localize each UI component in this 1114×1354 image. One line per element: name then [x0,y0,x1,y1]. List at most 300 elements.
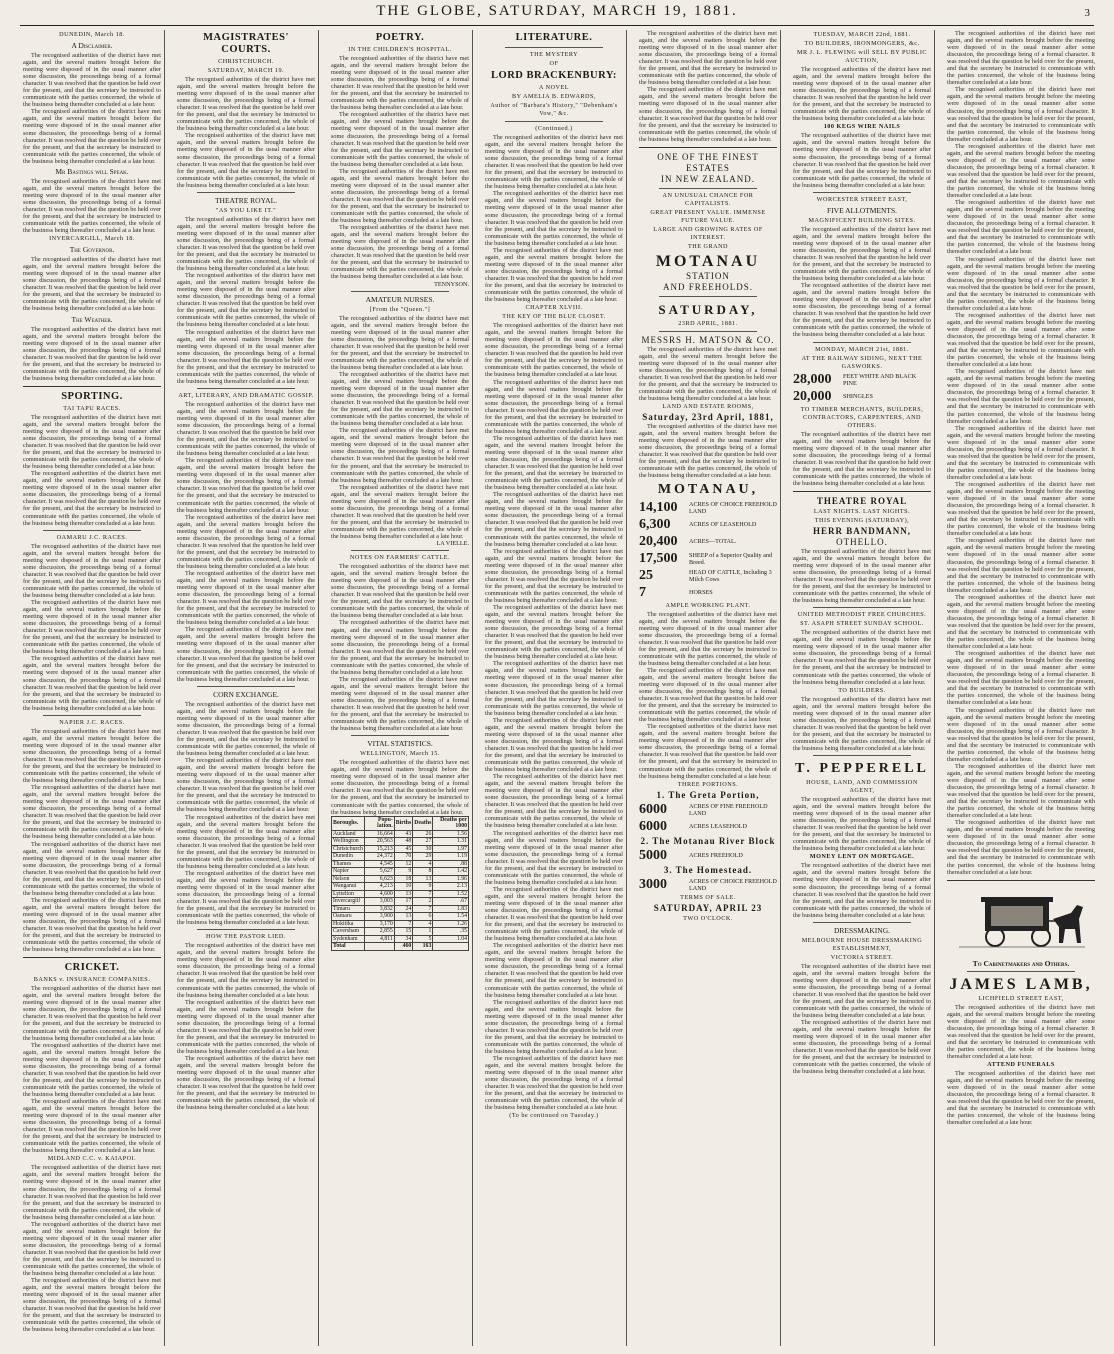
notice-text: The recognised authorities of the district have met again, and the several matters brought before the meeting were disposed of in the usual manner after some discussion, the proceedings being of a formal character. It was resolved that the question be held over for the present, and that the secretary be instructed to communicate with the parties concerned, the whole of the business being thereafter concluded at a late hour. [947,311,1095,369]
newspaper-title: THE GLOBE, SATURDAY, MARCH 19, 1881. [376,3,738,19]
attend-funerals: ATTEND FUNERALS [987,1061,1055,1068]
sunday-school: ST. ASAPH STREET SUNDAY SCHOOL. [800,620,924,628]
theatre-royal: THEATRE ROYAL [816,495,908,506]
stock-number: 25 [639,567,653,583]
novel-text: The recognised authorities of the district have met again, and the several matters brought before the meeting were disposed of in the usual manner after some discussion, the proceedings being of a formal character. It was resolved that the question be held over for the present, and that the secretary be instructed to communicate with the parties concerned, the whole of the business being thereafter concluded at a late hour. [485,491,623,548]
lamb-address: LICHFIELD STREET EAST, [978,994,1064,1002]
table-cell: 2,855 [364,928,394,936]
cricket-report: The recognised authorities of the district have met again, and the several matters brought before the meeting were disposed of in the usual manner after some discussion, the proceedings being of a formal character. It was resolved that the question be held over for the present, and that the secretary be instructed to communicate with the parties concerned, the whole of the business being thereafter concluded at a late hour. [23,1220,161,1278]
column-header: Births [394,816,412,830]
court-date: SATURDAY, MARCH 19. [207,67,285,74]
novel-author: BY AMELIA B. EDWARDS, [511,93,596,100]
table-cell: 4 [413,860,433,868]
story-text: The recognised authorities of the district have met again, and the several matters brought before the meeting were disposed of in the usual manner after some discussion, the proceedings being of a formal character. It was resolved that the question be held over for the present, and that the secretary be instructed to communicate with the parties concerned, the whole of the business being thereafter concluded at a late hour. [177,998,315,1055]
table-cell: Total [332,943,365,951]
table-cell: 9 [394,868,412,876]
table-total-row [332,943,469,951]
sale-day: SATURDAY, APRIL 23 [653,902,763,913]
table-cell: 1.96 [433,875,469,883]
table-cell: 29 [413,853,433,861]
article-text: The recognised authorities of the district have met again, and the several matters brought before the meeting were disposed of in the usual manner after some discussion, the proceedings being of a formal character. It was resolved that the question be held over for the present, and that the secretary be instructed to communicate with the parties concerned, the whole of the business being thereafter concluded at a late hour. [23,108,161,165]
column-courts [174,30,319,1346]
table-cell: 43 [394,830,412,838]
acreage-number: 14,100 [639,499,678,515]
section-gossip: ART, LITERARY, AND DRAMATIC GOSSIP. [178,391,314,399]
gossip-text: The recognised authorities of the district have met again, and the several matters brought before the meeting were disposed of in the usual manner after some discussion, the proceedings being of a formal character. It was resolved that the question be held over for the present, and that the secretary be instructed to communicate with the parties concerned, the whole of the business being thereafter concluded at a late hour. [177,570,315,627]
table-cell: 1.97 [433,845,469,853]
table-row [332,875,469,883]
acreage-desc: ACRES FREEHOLD [689,852,743,860]
table-cell: 17 [394,898,412,906]
table-cell: 5 [413,935,433,943]
table-cell: 1.56 [433,830,469,838]
table-cell: 7 [413,905,433,913]
to-be-continued: (To be continued on Tuesday.) [509,1112,599,1120]
table-row [332,853,469,861]
vital-statistics-table [331,816,469,951]
table-cell: 12 [394,860,412,868]
column-header: Boroughs. [332,816,365,830]
headline-bastings: Mr Bastings will Speak. [55,166,129,176]
section-cattle: NOTES ON FARMERS' CATTLE. [349,554,451,562]
sale-motanau: MOTANAU [655,252,761,270]
article-text: The recognised authorities of the district have met again, and the several matters brought before the meeting were disposed of in the usual manner after some discussion, the proceedings being of a formal character. It was resolved that the question be held over for the present, and that the secretary be instructed to communicate with the parties concerned, the whole of the business being thereafter concluded at a late hour. [331,370,469,428]
table-cell: Sydenham [332,935,365,943]
cricket-report: The recognised authorities of the district have met again, and the several matters brought before the meeting were disposed of in the usual manner after some discussion, the proceedings being of a formal character. It was resolved that the question be held over for the present, and that the secretary be instructed to communicate with the parties concerned, the whole of the business being thereafter concluded at a late hour. [23,1098,161,1155]
timber-row [793,372,931,388]
cricket-report: The recognised authorities of the district have met again, and the several matters brought before the meeting were disposed of in the usual manner after some discussion, the proceedings being of a formal character. It was resolved that the question be held over for the present, and that the secretary be instructed to communicate with the parties concerned, the whole of the business being thereafter concluded at a late hour. [23,1277,161,1334]
table-cell: 3,900 [364,913,394,921]
notice-text: The recognised authorities of the district have met again, and the several matters brought before the meeting were disposed of in the usual manner after some discussion, the proceedings being of a formal character. It was resolved that the question be held over for the present, and that the secretary be instructed to communicate with the parties concerned, the whole of the business being thereafter concluded at a late hour. [947,199,1095,256]
table-cell: 24 [394,905,412,913]
table-cell: 20,563 [364,838,394,846]
race-results: The recognised authorities of the district have met again, and the several matters brought before the meeting were disposed of in the usual manner after some discussion, the proceedings being of a formal character. It was resolved that the question be held over for the present, and that the secretary be instructed to communicate with the parties concerned, the whole of the business being thereafter concluded at a late hour. [23,655,161,712]
race-results: The recognised authorities of the district have met again, and the several matters brought before the meeting were disposed of in the usual manner after some discussion, the proceedings being of a formal character. It was resolved that the question be held over for the present, and that the secretary be instructed to communicate with the parties concerned, the whole of the business being thereafter concluded at a late hour. [23,784,161,841]
table-row [332,890,469,898]
stock-number: 17,500 [639,550,678,566]
table-cell: 1.26 [433,920,469,928]
acreage-desc: ACRES OF FINE FREEHOLD LAND [689,802,768,817]
article-text: The recognised authorities of the district have met again, and the several matters brought before the meeting were disposed of in the usual manner after some discussion, the proceedings being of a formal character. It was resolved that the question be held over for the present, and that the secretary be instructed to communicate with the parties concerned, the whole of the business being thereafter concluded at a late hour. [331,563,469,620]
auction-text: The recognised authorities of the district have met again, and the several matters brought before the meeting were disposed of in the usual manner after some discussion, the proceedings being of a formal character. It was resolved that the question be held over for the present, and that the secretary be instructed to communicate with the parties concerned, the whole of the business being thereafter concluded at a late hour. [793,132,931,189]
section-pastor: HOW THE PASTOR LIED. [206,933,286,941]
table-cell: Caversham [332,928,365,936]
auction-audience: TO BUILDERS, IRONMONGERS, &c. [804,40,920,47]
chapter-number: CHAPTER XLVIII. [525,304,583,312]
auction-date: TUESDAY, MARCH 22nd, 1881. [813,31,911,38]
subhead-napier: NAPIER J.C. RACES. [59,718,125,726]
article-text: The recognised authorities of the district have met again, and the several matters brought before the meeting were disposed of in the usual manner after some discussion, the proceedings being of a formal character. It was resolved that the question be held over for the present, and that the secretary be instructed to communicate with the parties concerned, the whole of the business being thereafter concluded at a late hour. [23,325,161,382]
working-plant: AMPLE WORKING PLANT. [665,601,751,609]
novel-text: The recognised authorities of the district have met again, and the several matters brought before the meeting were disposed of in the usual manner after some discussion, the proceedings being of a formal character. It was resolved that the question be held over for the present, and that the secretary be instructed to communicate with the parties concerned, the whole of the business being thereafter concluded at a late hour. [485,998,623,1055]
table-cell: 13 [394,913,412,921]
article-text: The recognised authorities of the district have met again, and the several matters brought before the meeting were disposed of in the usual manner after some discussion, the proceedings being of a formal character. It was resolved that the question be held over for the present, and that the secretary be instructed to communicate with the parties concerned, the whole of the business being thereafter concluded at a late hour. [331,314,469,371]
notice-text: The recognised authorities of the district have met again, and the several matters brought before the meeting were disposed of in the usual manner after some discussion, the proceedings being of a formal character. It was resolved that the question be held over for the present, and that the secretary be instructed to communicate with the parties concerned, the whole of the business being thereafter concluded at a late hour. [947,537,1095,594]
table-cell: 460 [394,943,412,951]
article-text: The recognised authorities of the district have met again, and the several matters brought before the meeting were disposed of in the usual manner after some discussion, the proceedings being of a formal character. It was resolved that the question be held over for the present, and that the secretary be instructed to communicate with the parties concerned, the whole of the business being thereafter concluded at a late hour. [331,675,469,733]
pepperell: T. PEPPERELL [795,761,929,776]
auction-text: The recognised authorities of the district have met again, and the several matters brought before the meeting were disposed of in the usual manner after some discussion, the proceedings being of a formal character. It was resolved that the question be held over for the present, and that the secretary be instructed to communicate with the parties concerned, the whole of the business being thereafter concluded at a late hour. [793,66,931,123]
corn-report: The recognised authorities of the district have met again, and the several matters brought before the meeting were disposed of in the usual manner after some discussion, the proceedings being of a formal character. It was resolved that the question be held over for the present, and that the secretary be instructed to communicate with the parties concerned, the whole of the business being thereafter concluded at a late hour. [177,813,315,870]
table-row [332,883,469,891]
subhead-oamaru: OAMARU J.C. RACES. [56,533,128,541]
theatre-review: The recognised authorities of the district have met again, and the several matters brought before the meeting were disposed of in the usual manner after some discussion, the proceedings being of a formal character. It was resolved that the question be held over for the present, and that the secretary be instructed to communicate with the parties concerned, the whole of the business being thereafter concluded at a late hour. [177,215,315,273]
race-results: The recognised authorities of the district have met again, and the several matters brought before the meeting were disposed of in the usual manner after some discussion, the proceedings being of a formal character. It was resolved that the question be held over for the present, and that the secretary be instructed to communicate with the parties concerned, the whole of the business being thereafter concluded at a late hour. [23,470,161,527]
poem-text: The recognised authorities of the district have met again, and the several matters brought before the meeting were disposed of in the usual manner after some discussion, the proceedings being of a formal character. It was resolved that the question be held over for the present, and that the secretary be instructed to communicate with the parties concerned, the whole of the business being thereafter concluded at a late hour. [331,167,469,225]
notice-text: The recognised authorities of the district have met again, and the several matters brought before the meeting were disposed of in the usual manner after some discussion, the proceedings being of a formal character. It was resolved that the question be held over for the present, and that the secretary be instructed to communicate with the parties concerned, the whole of the business being thereafter concluded at a late hour. [947,424,1095,481]
novel-title: LORD BRACKENBURY: [491,70,617,81]
james-lamb: JAMES LAMB, [949,975,1093,993]
table-row [332,905,469,913]
methodist: UNITED METHODIST FREE CHURCHES. [797,611,927,619]
acreage-number: 20,400 [639,533,678,549]
table-cell: 45 [394,845,412,853]
notice-text: The recognised authorities of the district have met again, and the several matters brought before the meeting were disposed of in the usual manner after some discussion, the proceedings being of a formal character. It was resolved that the question be held over for the present, and that the secretary be instructed to communicate with the parties concerned, the whole of the business being thereafter concluded at a late hour. [947,481,1095,538]
nurses-source: [From the "Queen."] [369,305,431,313]
gossip-text: The recognised authorities of the district have met again, and the several matters brought before the meeting were disposed of in the usual manner after some discussion, the proceedings being of a formal character. It was resolved that the question be held over for the present, and that the secretary be instructed to communicate with the parties concerned, the whole of the business being thereafter concluded at a late hour. [177,626,315,683]
section-magistrates: MAGISTRATES' COURTS. [203,32,289,55]
novel-kicker: THE MYSTERY [529,51,579,58]
novel-text: The recognised authorities of the district have met again, and the several matters brought before the meeting were disposed of in the usual manner after some discussion, the proceedings being of a formal character. It was resolved that the question be held over for the present, and that the secretary be instructed to communicate with the parties concerned, the whole of the business being thereafter concluded at a late hour. [485,716,623,774]
stock-desc: HORSES [689,589,713,596]
column-motanau-ad [636,30,781,1346]
novel-text: The recognised authorities of the district have met again, and the several matters brought before the meeting were disposed of in the usual manner after some discussion, the proceedings being of a formal character. It was resolved that the question be held over for the present, and that the secretary be instructed to communicate with the parties concerned, the whole of the business being thereafter concluded at a late hour. [485,1055,623,1112]
dateline: INVERCARGILL, March 18. [49,235,135,243]
table-cell: 163 [413,943,433,951]
stock-desc: SHEEP of a Superior Quality and Breed. [689,551,773,566]
table-header-row [332,816,469,830]
auction-text: The recognised authorities of the district have met again, and the several matters brought before the meeting were disposed of in the usual manner after some discussion, the proceedings being of a formal character. It was resolved that the question be held over for the present, and that the secretary be instructed to communicate with the parties concerned, the whole of the business being thereafter concluded at a late hour. [793,430,931,487]
acreage-number: 6000 [639,818,667,834]
novel-text: The recognised authorities of the district have met again, and the several matters brought before the meeting were disposed of in the usual manner after some discussion, the proceedings being of a formal character. It was resolved that the question be held over for the present, and that the secretary be instructed to communicate with the parties concerned, the whole of the business being thereafter concluded at a late hour. [485,942,623,999]
novel-text: The recognised authorities of the district have met again, and the several matters brought before the meeting were disposed of in the usual manner after some discussion, the proceedings being of a formal character. It was resolved that the question be held over for the present, and that the secretary be instructed to communicate with the parties concerned, the whole of the business being thereafter concluded at a late hour. [639,86,777,143]
column-header: Deaths per 1000 [433,816,469,830]
poem-title: IN THE CHILDREN'S HOSPITAL. [348,46,452,53]
timber-desc: SHINGLES [843,393,873,400]
table-cell: 9 [413,883,433,891]
subhead-christchurch: CHRISTCHURCH. [218,58,274,65]
column-poetry [328,30,473,1346]
theatre-text: The recognised authorities of the district have met again, and the several matters brought before the meeting were disposed of in the usual manner after some discussion, the proceedings being of a formal character. It was resolved that the question be held over for the present, and that the secretary be instructed to communicate with the parties concerned, the whole of the business being thereafter concluded at a late hour. [793,547,931,605]
sale-heading: ONE OF THE FINEST ESTATES [657,151,759,173]
bandmann: HERR BANDMANN, [813,525,911,536]
auction-sites: MAGNIFICENT BUILDING SITES. [808,216,916,224]
table-cell: 24,372 [364,853,394,861]
poem-text: The recognised authorities of the district have met again, and the several matters brought before the meeting were disposed of in the usual manner after some discussion, the proceedings being of a formal character. It was resolved that the question be held over for the present, and that the secretary be instructed to communicate with the parties concerned, the whole of the business being thereafter concluded at a late hour. [331,55,469,112]
table-row [332,830,469,838]
novel-text: The recognised authorities of the district have met again, and the several matters brought before the meeting were disposed of in the usual manner after some discussion, the proceedings being of a formal character. It was resolved that the question be held over for the present, and that the secretary be instructed to communicate with the parties concerned, the whole of the business being thereafter concluded at a late hour. [485,322,623,379]
table-cell: 26 [413,830,433,838]
subhead-midland: MIDLAND C.C. v. KAIAPOI. [47,1155,137,1163]
dressmaking: DRESSMAKING. [833,925,891,935]
column-news [20,30,165,1346]
acreage-row [639,500,777,516]
column-header: Popu- lation. [364,816,394,830]
acreage-number: 3000 [639,876,667,892]
auction-allotments: FIVE ALLOTMENTS. [827,205,897,215]
table-cell: 34 [394,935,412,943]
timber-audience: TO TIMBER MERCHANTS, BUILDERS, CONTRACTORS, CARPENTERS, AND OTHERS. [800,405,924,429]
auction-location: AT THE RAILWAY SIDING, NEXT THE GASWORKS. [801,354,923,370]
table-cell [433,943,469,951]
table-cell: 4,600 [364,890,394,898]
article-text: The recognised authorities of the district have met again, and the several matters brought before the meeting were disposed of in the usual manner after some discussion, the proceedings being of a formal character. It was resolved that the question be held over for the present, and that the secretary be instructed to communicate with the parties concerned, the whole of the business being thereafter concluded at a late hour. [331,427,469,484]
novel-text: The recognised authorities of the district have met again, and the several matters brought before the meeting were disposed of in the usual manner after some discussion, the proceedings being of a formal character. It was resolved that the question be held over for the present, and that the secretary be instructed to communicate with the parties concerned, the whole of the business being thereafter concluded at a late hour. [485,829,623,886]
auctioneer-line: MR J. L. FLEWING will SELL BY PUBLIC AUCTION, [796,49,928,64]
this-evening: THIS EVENING (SATURDAY), [814,516,910,524]
auction-text: The recognised authorities of the district have met again, and the several matters brought before the meeting were disposed of in the usual manner after some discussion, the proceedings being of a formal character. It was resolved that the question be held over for the present, and that the secretary be instructed to communicate with the parties concerned, the whole of the business being thereafter concluded at a late hour. [793,282,931,339]
gossip-text: The recognised authorities of the district have met again, and the several matters brought before the meeting were disposed of in the usual manner after some discussion, the proceedings being of a formal character. It was resolved that the question be held over for the present, and that the secretary be instructed to communicate with the parties concerned, the whole of the business being thereafter concluded at a late hour. [177,457,315,514]
novel-text: The recognised authorities of the district have met again, and the several matters brought before the meeting were disposed of in the usual manner after some discussion, the proceedings being of a formal character. It was resolved that the question be held over for the present, and that the secretary be instructed to communicate with the parties concerned, the whole of the business being thereafter concluded at a late hour. [485,434,623,492]
table-cell: Oamaru [332,913,365,921]
table-cell: 4,213 [364,883,394,891]
stock-desc: HEAD OF CATTLE, Including 3 Milch Cows [689,568,772,583]
sale-freeholds: AND FREEHOLDS. [662,281,753,292]
notice-text: The recognised authorities of the district have met again, and the several matters brought before the meeting were disposed of in the usual manner after some discussion, the proceedings being of a formal character. It was resolved that the question be held over for the present, and that the secretary be instructed to communicate with the parties concerned, the whole of the business being thereafter concluded at a late hour. [947,1070,1095,1127]
stock-row [639,568,777,584]
subhead-tai-tapu: TAI TAPU RACES. [63,404,121,412]
article-text: The recognised authorities of the district have met again, and the several matters brought before the meeting were disposed of in the usual manner after some discussion, the proceedings being of a formal character. It was resolved that the question be held over for the present, and that the secretary be instructed to communicate with the parties concerned, the whole of the business being thereafter concluded at a late hour. [331,759,469,816]
othello: OTHELLO. [836,536,888,547]
story-text: The recognised authorities of the district have met again, and the several matters brought before the meeting were disposed of in the usual manner after some discussion, the proceedings being of a formal character. It was resolved that the question be held over for the present, and that the secretary be instructed to communicate with the parties concerned, the whole of the business being thereafter concluded at a late hour. [177,942,315,999]
novel-text: The recognised authorities of the district have met again, and the several matters brought before the meeting were disposed of in the usual manner after some discussion, the proceedings being of a formal character. It was resolved that the question be held over for the present, and that the secretary be instructed to communicate with the parties concerned, the whole of the business being thereafter concluded at a late hour. [485,190,623,247]
column-notices [944,30,1098,1346]
sale-text: The recognised authorities of the district have met again, and the several matters brought before the meeting were disposed of in the usual manner after some discussion, the proceedings being of a formal character. It was resolved that the question be held over for the present, and that the secretary be instructed to communicate with the parties concerned, the whole of the business being thereafter concluded at a late hour. [639,666,777,724]
table-cell: 48 [394,838,412,846]
section-vital: VITAL STATISTICS. [367,739,433,749]
table-cell: 1.04 [433,935,469,943]
pepperell-sub: HOUSE, LAND, AND COMMISSION AGENT, [806,779,918,794]
gossip-text: The recognised authorities of the district have met again, and the several matters brought before the meeting were disposed of in the usual manner after some discussion, the proceedings being of a formal character. It was resolved that the question be held over for the present, and that the secretary be instructed to communicate with the parties concerned, the whole of the business being thereafter concluded at a late hour. [177,513,315,570]
notice-text: The recognised authorities of the district have met again, and the several matters brought before the meeting were disposed of in the usual manner after some discussion, the proceedings being of a formal character. It was resolved that the question be held over for the present, and that the secretary be instructed to communicate with the parties concerned, the whole of the business being thereafter concluded at a late hour. [947,1003,1095,1060]
sale-line: AN UNUSUAL CHANCE FOR CAPITALISTS. [662,191,754,207]
novel-kicker-of: OF [549,60,559,67]
section-literature: LITERATURE. [515,32,593,43]
timber-number: 20,000 [793,388,832,404]
notice-text: The recognised authorities of the district have met again, and the several matters brought before the meeting were disposed of in the usual manner after some discussion, the proceedings being of a formal character. It was resolved that the question be held over for the present, and that the secretary be instructed to communicate with the parties concerned, the whole of the business being thereafter concluded at a late hour. [947,706,1095,763]
race-results: The recognised authorities of the district have met again, and the several matters brought before the meeting were disposed of in the usual manner after some discussion, the proceedings being of a formal character. It was resolved that the question be held over for the present, and that the secretary be instructed to communicate with the parties concerned, the whole of the business being thereafter concluded at a late hour. [23,727,161,785]
acreage-desc: ACRES—TOTAL. [689,538,737,545]
headline-governor: The Governor. [69,245,115,255]
sale-full-date: Saturday, 23rd April, 1881, [642,412,774,423]
theatre-review: The recognised authorities of the district have met again, and the several matters brought before the meeting were disposed of in the usual manner after some discussion, the proceedings being of a formal character. It was resolved that the question be held over for the present, and that the secretary be instructed to communicate with the parties concerned, the whole of the business being thereafter concluded at a late hour. [177,328,315,385]
table-row [332,920,469,928]
novel-text: The recognised authorities of the district have met again, and the several matters brought before the meeting were disposed of in the usual manner after some discussion, the proceedings being of a formal character. It was resolved that the question be held over for the present, and that the secretary be instructed to communicate with the parties concerned, the whole of the business being thereafter concluded at a late hour. [485,246,623,304]
table-cell: Timaru [332,905,365,913]
table-cell: Dunedin [332,853,365,861]
table-cell: .88 [433,860,469,868]
auction-street: WORCESTER STREET EAST, [816,195,908,203]
table-cell: 6,623 [364,875,394,883]
acreage-desc: ACRES OF CHOICE FREEHOLD LAND [689,500,777,515]
table-cell: .67 [433,898,469,906]
sale-line: GREAT PRESENT VALUE. IMMENSE FUTURE VALUE. [650,208,766,224]
court-report: The recognised authorities of the district have met again, and the several matters brought before the meeting were disposed of in the usual manner after some discussion, the proceedings being of a formal character. It was resolved that the question be held over for the present, and that the secretary be instructed to communicate with the parties concerned, the whole of the business being thereafter concluded at a late hour. [177,76,315,133]
table-cell: 27 [413,838,433,846]
article-text: The recognised authorities of the district have met again, and the several matters brought before the meeting were disposed of in the usual manner after some discussion, the proceedings being of a formal character. It was resolved that the question be held over for the present, and that the secretary be instructed to communicate with the parties concerned, the whole of the business being thereafter concluded at a late hour. [23,256,161,313]
acreage-desc: ACRES OF CHOICE FREEHOLD LAND [689,877,777,892]
hearse-illustration-icon [951,885,1091,955]
table-cell: 3,170 [364,920,394,928]
section-sporting: SPORTING. [61,390,123,402]
table-cell: Invercargill [332,898,365,906]
table-row [332,928,469,936]
melbourne-house: MELBOURNE HOUSE DRESSMAKING ESTABLISHMENT, [801,936,923,952]
money-lent: MONEY LENT ON MORTGAGE. [809,853,915,861]
notice-text: The recognised authorities of the district have met again, and the several matters brought before the meeting were disposed of in the usual manner after some discussion, the proceedings being of a formal character. It was resolved that the question be held over for the present, and that the secretary be instructed to communicate with the parties concerned, the whole of the business being thereafter concluded at a late hour. [947,368,1095,425]
notice-text: The recognised authorities of the district have met again, and the several matters brought before the meeting were disposed of in the usual manner after some discussion, the proceedings being of a formal character. It was resolved that the question be held over for the present, and that the secretary be instructed to communicate with the parties concerned, the whole of the business being thereafter concluded at a late hour. [947,142,1095,200]
novel-text: The recognised authorities of the district have met again, and the several matters brought before the meeting were disposed of in the usual manner after some discussion, the proceedings being of a formal character. It was resolved that the question be held over for the present, and that the secretary be instructed to communicate with the parties concerned, the whole of the business being thereafter concluded at a late hour. [485,378,623,435]
acreage-row [639,819,777,835]
table-cell: 7 [413,890,433,898]
land-rooms: LAND AND ESTATE ROOMS, [662,403,754,411]
table-cell: 30 [413,845,433,853]
acreage-number: 6,300 [639,516,671,532]
stock-number: 7 [639,584,646,600]
corn-report: The recognised authorities of the district have met again, and the several matters brought before the meeting were disposed of in the usual manner after some discussion, the proceedings being of a formal character. It was resolved that the question be held over for the present, and that the secretary be instructed to communicate with the parties concerned, the whole of the business being thereafter concluded at a late hour. [177,700,315,758]
sale-text: The recognised authorities of the district have met again, and the several matters brought before the meeting were disposed of in the usual manner after some discussion, the proceedings being of a formal character. It was resolved that the question be held over for the present, and that the secretary be instructed to communicate with the parties concerned, the whole of the business being thereafter concluded at a late hour. [639,723,777,780]
table-cell: 3,832 [364,905,394,913]
column-auctions [790,30,935,1346]
acreage-row [639,534,777,550]
acreage-row [639,802,777,818]
headline-disclaimer: A Disclaimer. [71,41,113,50]
acreage-row [639,848,777,864]
notice-text: The recognised authorities of the district have met again, and the several matters brought before the meeting were disposed of in the usual manner after some discussion, the proceedings being of a formal character. It was resolved that the question be held over for the present, and that the secretary be instructed to communicate with the parties concerned, the whole of the business being thereafter concluded at a late hour. [947,30,1095,87]
article-text: The recognised authorities of the district have met again, and the several matters brought before the meeting were disposed of in the usual manner after some discussion, the proceedings being of a formal character. It was resolved that the question be held over for the present, and that the secretary be instructed to communicate with the parties concerned, the whole of the business being thereafter concluded at a late hour. [331,483,469,540]
masthead [20,3,1094,26]
table-cell: 18 [394,875,412,883]
auction-date: MONDAY, MARCH 21st, 1881. [815,345,909,353]
author-credits: Author of "Barbara's History," "Debenham's Vow," &c. [490,103,618,117]
table-cell: 13 [413,875,433,883]
corn-report: The recognised authorities of the district have met again, and the several matters brought before the meeting were disposed of in the usual manner after some discussion, the proceedings being of a formal character. It was resolved that the question be held over for the present, and that the secretary be instructed to communicate with the parties concerned, the whole of the business being thereafter concluded at a late hour. [177,757,315,814]
acreage-desc: ACRES OF LEASEHOLD [689,521,757,528]
section-theatre: THEATRE ROYAL. [214,195,278,205]
acreage-row [639,877,777,893]
table-row [332,868,469,876]
auctioneer: MESSRS H. MATSON & CO. [641,334,775,345]
sale-saturday: SATURDAY, [658,301,758,317]
sale-motanau-2: MOTANAU, [657,481,759,497]
notice-text: The recognised authorities of the district have met again, and the several matters brought before the meeting were disposed of in the usual manner after some discussion, the proceedings being of a formal character. It was resolved that the question be held over for the present, and that the secretary be instructed to communicate with the parties concerned, the whole of the business being thereafter concluded at a late hour. [947,86,1095,143]
stock-row [639,551,777,567]
table-cell: 70 [394,853,412,861]
table-cell: 1.52 [433,890,469,898]
sale-heading-2: IN NEW ZEALAND. [660,173,756,184]
section-corn: CORN EXCHANGE. [213,689,279,699]
last-nights: LAST NIGHTS. LAST NIGHTS. [813,507,911,515]
table-cell: Napier [332,868,365,876]
table-cell: 1.42 [433,868,469,876]
table-cell: Wanganui [332,883,365,891]
table-cell: 1 [413,928,433,936]
notice-text: The recognised authorities of the district have met again, and the several matters brought before the meeting were disposed of in the usual manner after some discussion, the proceedings being of a formal character. It was resolved that the question be held over for the present, and that the secretary be instructed to communicate with the parties concerned, the whole of the business being thereafter concluded at a late hour. [793,796,931,853]
terms-heading: TERMS OF SALE. [680,893,736,901]
novel-text: The recognised authorities of the district have met again, and the several matters brought before the meeting were disposed of in the usual manner after some discussion, the proceedings being of a formal character. It was resolved that the question be held over for the present, and that the secretary be instructed to communicate with the parties concerned, the whole of the business being thereafter concluded at a late hour. [485,660,623,717]
cricket-report: The recognised authorities of the district have met again, and the several matters brought before the meeting were disposed of in the usual manner after some discussion, the proceedings being of a formal character. It was resolved that the question be held over for the present, and that the secretary be instructed to communicate with the parties concerned, the whole of the business being thereafter concluded at a late hour. [23,985,161,1042]
timber-number: 28,000 [793,371,832,387]
notice-text: The recognised authorities of the district have met again, and the several matters brought before the meeting were disposed of in the usual manner after some discussion, the proceedings being of a formal character. It was resolved that the question be held over for the present, and that the secretary be instructed to communicate with the parties concerned, the whole of the business being thereafter concluded at a late hour. [947,255,1095,312]
notice-text: The recognised authorities of the district have met again, and the several matters brought before the meeting were disposed of in the usual manner after some discussion, the proceedings being of a formal character. It was resolved that the question be held over for the present, and that the secretary be instructed to communicate with the parties concerned, the whole of the business being thereafter concluded at a late hour. [793,1019,931,1076]
theatre-review: The recognised authorities of the district have met again, and the several matters brought before the meeting were disposed of in the usual manner after some discussion, the proceedings being of a formal character. It was resolved that the question be held over for the present, and that the secretary be instructed to communicate with the parties concerned, the whole of the business being thereafter concluded at a late hour. [177,272,315,329]
table-cell: Christchurch [333,845,363,852]
table-cell: 7 [394,920,412,928]
page-number: 3 [1084,7,1090,19]
table-cell: 15,213 [364,845,394,853]
table-cell: 13 [394,890,412,898]
novel-text: The recognised authorities of the district have met again, and the several matters brought before the meeting were disposed of in the usual manner after some discussion, the proceedings being of a formal character. It was resolved that the question be held over for the present, and that the secretary be instructed to communicate with the parties concerned, the whole of the business being thereafter concluded at a late hour. [485,773,623,830]
notice-text: The recognised authorities of the district have met again, and the several matters brought before the meeting were disposed of in the usual manner after some discussion, the proceedings being of a formal character. It was resolved that the question be held over for the present, and that the secretary be instructed to communicate with the parties concerned, the whole of the business being thereafter concluded at a late hour. [793,629,931,686]
table-row [332,860,469,868]
cabinetmakers-heading: To Cabinetmakers and Others. [972,958,1070,968]
acreage-number: 5000 [639,847,667,863]
notice-text: The recognised authorities of the district have met again, and the several matters brought before the meeting were disposed of in the usual manner after some discussion, the proceedings being of a formal character. It was resolved that the question be held over for the present, and that the secretary be instructed to communicate with the parties concerned, the whole of the business being thereafter concluded at a late hour. [947,650,1095,707]
sale-date: 23RD APRIL, 1881. [678,319,738,327]
table-cell: Nelson [332,875,365,883]
auction-text: The recognised authorities of the district have met again, and the several matters brought before the meeting were disposed of in the usual manner after some discussion, the proceedings being of a formal character. It was resolved that the question be held over for the present, and that the secretary be instructed to communicate with the parties concerned, the whole of the business being thereafter concluded at a late hour. [793,225,931,283]
timber-desc: FEET WHITE AND BLACK PINE [843,372,917,387]
table-cell: 2 [413,898,433,906]
article-text: The recognised authorities of the district have met again, and the several matters brought before the meeting were disposed of in the usual manner after some discussion, the proceedings being of a formal character. It was resolved that the question be held over for the present, and that the secretary be instructed to communicate with the parties concerned, the whole of the business being thereafter concluded at a late hour. [331,619,469,676]
section-poetry: POETRY. [375,32,425,43]
table-cell [364,943,394,951]
table-row [332,838,469,846]
notice-text: The recognised authorities of the district have met again, and the several matters brought before the meeting were disposed of in the usual manner after some discussion, the proceedings being of a formal character. It was resolved that the question be held over for the present, and that the secretary be instructed to communicate with the parties concerned, the whole of the business being thereafter concluded at a late hour. [793,962,931,1020]
story-text: The recognised authorities of the district have met again, and the several matters brought before the meeting were disposed of in the usual manner after some discussion, the proceedings being of a formal character. It was resolved that the question be held over for the present, and that the secretary be instructed to communicate with the parties concerned, the whole of the business being thereafter concluded at a late hour. [177,1055,315,1112]
cricket-report: The recognised authorities of the district have met again, and the several matters brought before the meeting were disposed of in the usual manner after some discussion, the proceedings being of a formal character. It was resolved that the question be held over for the present, and that the secretary be instructed to communicate with the parties concerned, the whole of the business being thereafter concluded at a late hour. [23,1164,161,1221]
article-text: The recognised authorities of the district have met again, and the several matters brought before the meeting were disposed of in the usual manner after some discussion, the proceedings being of a formal character. It was resolved that the question be held over for the present, and that the secretary be instructed to communicate with the parties concerned, the whole of the business being thereafter concluded at a late hour. [23,177,161,235]
gossip-text: The recognised authorities of the district have met again, and the several matters brought before the meeting were disposed of in the usual manner after some discussion, the proceedings being of a formal character. It was resolved that the question be held over for the present, and that the secretary be instructed to communicate with the parties concerned, the whole of the business being thereafter concluded at a late hour. [177,400,315,458]
vital-dateline: WELLINGTON, March 15. [360,750,440,758]
race-results: The recognised authorities of the district have met again, and the several matters brought before the meeting were disposed of in the usual manner after some discussion, the proceedings being of a formal character. It was resolved that the question be held over for the present, and that the secretary be instructed to communicate with the parties concerned, the whole of the business being thereafter concluded at a late hour. [23,413,161,471]
table-cell: 1.31 [433,838,469,846]
poem-text: The recognised authorities of the district have met again, and the several matters brought before the meeting were disposed of in the usual manner after some discussion, the proceedings being of a formal character. It was resolved that the question be held over for the present, and that the secretary be instructed to communicate with the parties concerned, the whole of the business being thereafter concluded at a late hour. [331,111,469,168]
portion-greta: 1. The Greta Portion, [656,789,760,800]
continued-label: (Continued.) [535,125,573,132]
table-cell: 1.54 [433,913,469,921]
section-cricket: CRICKET. [64,962,120,974]
notice-text: The recognised authorities of the district have met again, and the several matters brought before the meeting were disposed of in the usual manner after some discussion, the proceedings being of a formal character. It was resolved that the question be held over for the present, and that the secretary be instructed to communicate with the parties concerned, the whole of the business being thereafter concluded at a late hour. [793,862,931,919]
race-results: The recognised authorities of the district have met again, and the several matters brought before the meeting were disposed of in the usual manner after some discussion, the proceedings being of a formal character. It was resolved that the question be held over for the present, and that the secretary be instructed to communicate with the parties concerned, the whole of the business being thereafter concluded at a late hour. [23,896,161,954]
sale-the-grand: THE GRAND [687,242,729,250]
column-literature [482,30,627,1346]
table-row [332,913,469,921]
table-cell: 4,545 [364,860,394,868]
table-cell: 10 [394,883,412,891]
novel-text: The recognised authorities of the district have met again, and the several matters brought before the meeting were disposed of in the usual manner after some discussion, the proceedings being of a formal character. It was resolved that the question be held over for the present, and that the secretary be instructed to communicate with the parties concerned, the whole of the business being thereafter concluded at a late hour. [485,134,623,191]
chapter-title: THE KEY OF THE BLUE CLOSET. [502,314,606,321]
notice-text: The recognised authorities of the district have met again, and the several matters brought before the meeting were disposed of in the usual manner after some discussion, the proceedings being of a formal character. It was resolved that the question be held over for the present, and that the secretary be instructed to communicate with the parties concerned, the whole of the business being thereafter concluded at a late hour. [947,819,1095,876]
table-cell: Auckland [332,830,365,838]
table-cell: Hokitika [332,920,365,928]
play-title: "AS YOU LIKE IT." [215,206,277,214]
nurses-signature: LA VIELLE. [436,540,469,548]
table-cell: 1.83 [433,905,469,913]
table-cell: 16,664 [364,830,394,838]
sale-text: The recognised authorities of the district have met again, and the several matters brought before the meeting were disposed of in the usual manner after some discussion, the proceedings being of a formal character. It was resolved that the question be held over for the present, and that the secretary be instructed to communicate with the parties concerned, the whole of the business being thereafter concluded at a late hour. [639,423,777,480]
portion-homestead: 3. The Homestead. [663,864,753,875]
table-cell: 4 [413,920,433,928]
cricket-report: The recognised authorities of the district have met again, and the several matters brought before the meeting were disposed of in the usual manner after some discussion, the proceedings being of a formal character. It was resolved that the question be held over for the present, and that the secretary be instructed to communicate with the parties concerned, the whole of the business being thereafter concluded at a late hour. [23,1041,161,1098]
table-row [332,898,469,906]
novel-text: The recognised authorities of the district have met again, and the several matters brought before the meeting were disposed of in the usual manner after some discussion, the proceedings being of a formal character. It was resolved that the question be held over for the present, and that the secretary be instructed to communicate with the parties concerned, the whole of the business being thereafter concluded at a late hour. [639,30,777,87]
table-cell: Wellington [332,838,365,846]
table-cell: 6 [413,913,433,921]
notice-text: The recognised authorities of the district have met again, and the several matters brought before the meeting were disposed of in the usual manner after some discussion, the proceedings being of a formal character. It was resolved that the question be held over for the present, and that the secretary be instructed to communicate with the parties concerned, the whole of the business being thereafter concluded at a late hour. [947,593,1095,651]
table-cell: 1.19 [433,853,469,861]
timber-row [793,389,931,405]
